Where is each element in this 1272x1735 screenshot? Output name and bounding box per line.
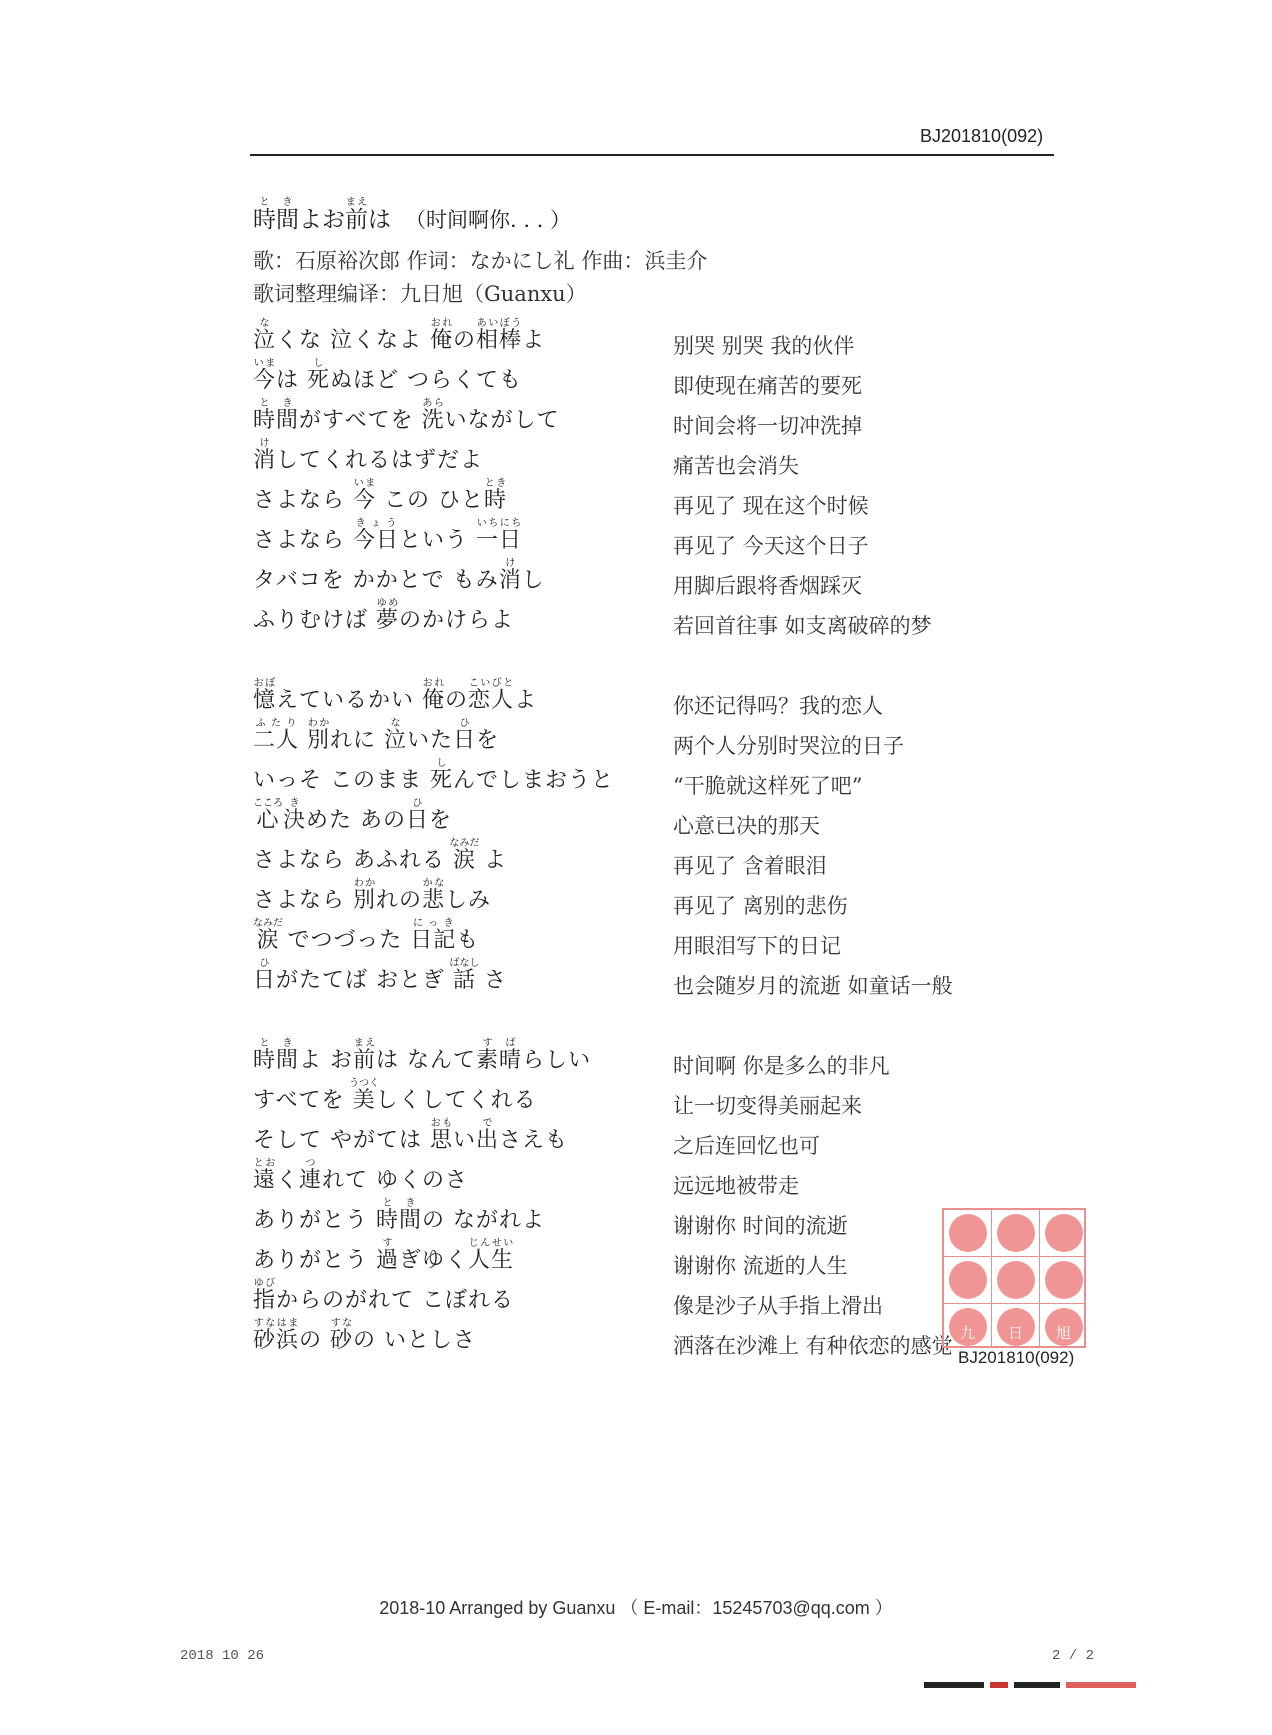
ruby-base: 一日 <box>476 528 523 553</box>
lyric-line-jp <box>253 558 545 594</box>
lyric-text: を <box>476 728 500 753</box>
lyric-text: よ <box>522 328 546 353</box>
seal-dot <box>949 1214 987 1252</box>
furigana: まえ <box>353 1038 377 1049</box>
lyric-text: よ <box>476 848 508 873</box>
seal-character: 日 <box>1008 1324 1024 1342</box>
document-code-top: BJ201810(092) <box>920 126 1044 146</box>
lyric-line-jp <box>253 1278 514 1314</box>
song-credits <box>253 245 707 311</box>
lyric-text: さよなら <box>253 528 353 553</box>
furigana: わか <box>307 718 331 729</box>
lyric-text: れて ゆくのさ <box>322 1168 469 1193</box>
furigana: とき <box>484 478 508 489</box>
furigana: つ <box>299 1158 323 1169</box>
ruby-base: 相棒 <box>476 328 523 353</box>
lyric-text: という <box>399 528 477 553</box>
ruby-word <box>253 1038 300 1073</box>
ruby-word <box>476 518 523 553</box>
lyric-text: でつづった <box>279 928 411 953</box>
lyric-line-jp <box>253 1078 537 1114</box>
ruby-base: 人生 <box>468 1248 515 1273</box>
lyric-text: のかけらよ <box>399 608 515 633</box>
lyric-line-jp <box>253 678 537 714</box>
lyric-line-zh: 让一切变得美丽起来 <box>673 1094 862 1118</box>
furigana: す <box>376 1238 399 1249</box>
seal-character: 九 <box>960 1324 976 1342</box>
furigana: いま <box>353 478 377 489</box>
furigana: こころ <box>253 798 283 809</box>
lyric-line-zh: 之后连回忆也可 <box>673 1134 820 1158</box>
ruby-base: 思 <box>430 1128 454 1153</box>
lyric-line-jp <box>253 798 452 834</box>
lyric-line-jp <box>253 958 507 994</box>
lyric-line-zh: 洒落在沙滩上 有种依恋的感觉 <box>673 1334 953 1358</box>
ruby-word <box>345 197 368 233</box>
lyric-line-jp <box>253 398 560 434</box>
ruby-base: 話 <box>449 968 480 993</box>
ruby-word <box>349 1078 380 1113</box>
lyric-line-zh: 痛苦也会消失 <box>673 454 799 478</box>
ruby-base: 涙 <box>253 928 283 953</box>
lyric-line-jp <box>253 1198 545 1234</box>
ruby-base: 美 <box>349 1088 380 1113</box>
ruby-word <box>253 678 277 713</box>
arranger-line: 歌词整理编译：九日旭（Guanxu） <box>253 282 587 306</box>
ruby-base: 洗 <box>421 408 445 433</box>
lyric-line-jp <box>253 758 614 794</box>
ruby-word <box>253 358 277 393</box>
ruby-base: 前 <box>353 1048 377 1073</box>
ruby-word <box>253 398 300 433</box>
ruby-base: 死 <box>430 768 454 793</box>
furigana: じんせい <box>468 1238 515 1249</box>
ruby-base: 涙 <box>449 848 480 873</box>
ruby-base: 日 <box>453 728 477 753</box>
ruby-base: 死 <box>307 368 331 393</box>
furigana: おぼ <box>253 678 277 689</box>
seal-dot <box>997 1261 1035 1299</box>
lyric-text: ありがとう <box>253 1208 376 1233</box>
ruby-base: 日 <box>406 808 430 833</box>
lyric-line-zh: 时间啊 你是多么的非凡 <box>673 1054 890 1078</box>
lyric-text: いた <box>407 728 454 753</box>
furigana: なみだ <box>449 838 480 849</box>
lyric-line-zh: 用眼泪写下的日记 <box>673 934 841 958</box>
ruby-base: 今 <box>253 368 277 393</box>
footer-arranged: 2018-10 Arranged by Guanxu （ E-mail：15245703@qq.com ） <box>379 1598 893 1618</box>
furigana: ひ <box>253 958 276 969</box>
lyric-text: しみ <box>445 888 492 913</box>
furigana: いちにち <box>476 518 523 529</box>
lyric-text: よ <box>299 1048 331 1073</box>
lyric-line-jp <box>253 318 545 354</box>
furigana: あら <box>421 398 445 409</box>
ruby-word <box>468 678 515 713</box>
ruby-word <box>476 1118 500 1153</box>
lyric-text: は <box>276 368 308 393</box>
ruby-base: 指 <box>253 1288 277 1313</box>
ruby-word <box>449 958 480 993</box>
ruby-base: 俺 <box>430 328 454 353</box>
furigana: な <box>384 718 408 729</box>
lyric-line-jp <box>253 918 479 954</box>
cutoff-watermark <box>920 1676 1200 1688</box>
furigana: あいぼう <box>476 318 523 329</box>
lyric-text: ぎゆく <box>399 1248 469 1273</box>
ruby-word <box>307 718 331 753</box>
lyric-text: ふりむけば <box>253 608 376 633</box>
ruby-word <box>376 1198 423 1233</box>
ruby-base: 出 <box>476 1128 500 1153</box>
ruby-base: 連 <box>299 1168 323 1193</box>
ruby-base: 憶 <box>253 688 277 713</box>
ruby-base: 二人 <box>253 728 300 753</box>
furigana: ゆめ <box>376 598 400 609</box>
ruby-word <box>299 1158 323 1193</box>
lyric-text: からのがれて こぼれる <box>276 1288 515 1313</box>
furigana: いま <box>253 358 277 369</box>
ruby-word <box>253 438 277 473</box>
ruby-base: 遠 <box>253 1168 277 1193</box>
lyric-text: し <box>521 568 545 593</box>
ruby-base: 前 <box>345 207 368 233</box>
furigana: とき <box>253 197 299 208</box>
lyric-line-jp <box>253 478 507 514</box>
ruby-word <box>421 398 445 433</box>
furigana: こいびと <box>468 678 515 689</box>
lyric-line-zh: 再见了 含着眼泪 <box>673 854 827 878</box>
furigana: うつく <box>349 1078 380 1089</box>
lyric-line-jp <box>253 718 499 754</box>
furigana: すば <box>476 1038 523 1049</box>
ruby-word <box>307 358 331 393</box>
ruby-base: 時間 <box>253 1048 300 1073</box>
ruby-word <box>253 718 300 753</box>
lyric-text: い <box>453 1128 477 1153</box>
ruby-word <box>453 718 477 753</box>
ruby-base: 泣 <box>253 328 277 353</box>
ruby-word <box>376 598 400 633</box>
title-translation: （时间啊你. . . ） <box>405 208 572 232</box>
lyric-line-zh: 像是沙子从手指上滑出 <box>673 1294 883 1318</box>
ruby-base: 素晴 <box>476 1048 523 1073</box>
ruby-word <box>430 1118 454 1153</box>
lyric-text: さえも <box>499 1128 569 1153</box>
lyric-text: お <box>330 1048 354 1073</box>
lyric-line-zh: 也会随岁月的流逝 如童话一般 <box>673 974 953 998</box>
furigana: ゆび <box>253 1278 277 1289</box>
furigana: な <box>253 318 276 329</box>
lyric-line-zh: 再见了 今天这个日子 <box>673 534 869 558</box>
footer-page: 2 / 2 <box>1052 1648 1095 1664</box>
lyric-text: さよなら あふれる <box>253 848 453 873</box>
lyric-text: いっそ このまま <box>253 768 430 793</box>
lyric-text: は なんて <box>376 1048 477 1073</box>
furigana: で <box>476 1118 500 1129</box>
lyric-line-jp <box>253 438 483 474</box>
ruby-word <box>253 1278 277 1313</box>
furigana: とき <box>376 1198 423 1209</box>
lyric-line-jp <box>253 358 522 394</box>
ruby-word <box>353 878 377 913</box>
ruby-word <box>253 318 277 353</box>
header-rule <box>250 154 1054 156</box>
song-title <box>253 197 571 234</box>
ruby-word <box>353 478 377 513</box>
ruby-base: 別 <box>353 888 377 913</box>
lyric-text: くな 泣くなよ <box>276 328 431 353</box>
lyric-text: の ながれよ <box>422 1208 546 1233</box>
lyric-line-jp <box>253 1158 468 1194</box>
ruby-base: 時間 <box>253 408 300 433</box>
furigana: し <box>307 358 331 369</box>
ruby-word <box>253 798 283 833</box>
ruby-base: 決 <box>282 808 306 833</box>
ruby-word <box>498 558 522 593</box>
ruby-word <box>330 1318 354 1353</box>
furigana: わか <box>353 878 377 889</box>
ruby-base: 時間 <box>376 1208 423 1233</box>
furigana: おれ <box>430 318 454 329</box>
lyric-line-zh: 谢谢你 时间的流逝 <box>673 1214 848 1238</box>
furigana: すなはま <box>253 1318 300 1329</box>
lyric-line-zh: 两个人分别时哭泣的日子 <box>673 734 904 758</box>
lyric-text: さよなら <box>253 888 353 913</box>
lyric-text: しくしてくれる <box>375 1088 537 1113</box>
ruby-word <box>449 838 480 873</box>
furigana: とお <box>253 1158 277 1169</box>
lyric-text: えているかい <box>276 688 423 713</box>
furigana: ひ <box>453 718 477 729</box>
furigana: き <box>282 798 306 809</box>
ruby-word <box>353 518 400 553</box>
lyric-line-zh: 再见了 现在这个时候 <box>673 494 869 518</box>
seal-dot <box>949 1261 987 1299</box>
seal-stamp <box>942 1208 1086 1348</box>
ruby-word <box>476 1038 523 1073</box>
lyric-text: すべてを <box>253 1088 353 1113</box>
lyric-text: は <box>368 207 391 233</box>
ruby-word <box>422 878 446 913</box>
lyric-line-jp <box>253 1118 568 1154</box>
ruby-word <box>476 318 523 353</box>
ruby-base: 泣 <box>384 728 408 753</box>
ruby-word <box>384 718 408 753</box>
lyric-line-zh: 谢谢你 流逝的人生 <box>673 1254 848 1278</box>
furigana: とき <box>253 398 300 409</box>
lyric-line-jp <box>253 878 491 914</box>
ruby-base: 悲 <box>422 888 446 913</box>
ruby-word <box>484 478 508 513</box>
ruby-word <box>468 1238 515 1273</box>
furigana: おも <box>430 1118 454 1129</box>
lyric-line-jp <box>253 1038 591 1074</box>
lyric-text: さよなら <box>253 488 353 513</box>
ruby-word <box>253 958 277 993</box>
ruby-base: 時間 <box>253 207 299 233</box>
ruby-word <box>253 1318 300 1353</box>
furigana: かな <box>422 878 446 889</box>
lyric-line-jp <box>253 1318 476 1354</box>
footer-date: 2018 10 26 <box>180 1648 265 1664</box>
ruby-base: 夢 <box>376 608 400 633</box>
stamp-code: BJ201810(092) <box>958 1348 1075 1367</box>
ruby-base: 消 <box>253 448 277 473</box>
ruby-base: 今日 <box>353 528 400 553</box>
ruby-base: 砂 <box>330 1328 354 1353</box>
credits-line: 歌：石原裕次郎 作词：なかにし礼 作曲：浜圭介 <box>253 249 708 273</box>
lyric-text: がたてば おとぎ <box>276 968 454 993</box>
lyric-line-zh: 即使现在痛苦的要死 <box>673 374 862 398</box>
lyric-text: んでしまおうと <box>453 768 615 793</box>
lyric-text: の <box>299 1328 331 1353</box>
ruby-word <box>282 798 306 833</box>
seal-dot <box>997 1214 1035 1252</box>
lyric-line-jp <box>253 598 514 634</box>
ruby-base: 過 <box>376 1248 400 1273</box>
lyric-line-zh: 再见了 离别的悲伤 <box>673 894 848 918</box>
ruby-word <box>353 1038 377 1073</box>
seal-dot <box>1045 1261 1083 1299</box>
lyric-line-jp <box>253 518 522 554</box>
lyric-text: を <box>429 808 453 833</box>
lyric-text: の <box>453 328 477 353</box>
ruby-base: 別 <box>307 728 331 753</box>
lyric-text: れに <box>330 728 385 753</box>
seal-dot <box>1045 1214 1083 1252</box>
ruby-base: 心 <box>253 808 283 833</box>
lyric-text <box>299 728 307 753</box>
lyric-text: も <box>456 928 480 953</box>
ruby-word <box>430 758 454 793</box>
ruby-base: 消 <box>498 568 522 593</box>
furigana: きょう <box>353 518 399 529</box>
furigana: すな <box>330 1318 354 1329</box>
furigana: とき <box>253 1038 300 1049</box>
ruby-word <box>253 1158 277 1193</box>
furigana: ひ <box>406 798 429 809</box>
lyric-text: がすべてを <box>299 408 422 433</box>
lyric-line-zh: 时间会将一切冲洗掉 <box>673 414 862 438</box>
ruby-word <box>376 1238 400 1273</box>
lyric-text: ありがとう <box>253 1248 376 1273</box>
ruby-word <box>406 798 430 833</box>
lyric-line-zh: 用脚后跟将香烟踩灭 <box>673 574 862 598</box>
lyric-text: さ <box>476 968 508 993</box>
furigana: にっき <box>410 918 457 929</box>
ruby-base: 時 <box>484 488 508 513</box>
lyric-text: この ひと <box>376 488 485 513</box>
lyric-line-zh: 你还记得吗？我的恋人 <box>673 694 883 718</box>
lyric-line-zh: “干脆就这样死了吧” <box>673 774 863 798</box>
ruby-base: 今 <box>353 488 377 513</box>
ruby-word <box>253 918 283 953</box>
lyric-line-zh: 别哭 别哭 我的伙伴 <box>673 334 855 358</box>
ruby-base: 恋人 <box>468 688 515 713</box>
ruby-word <box>410 918 457 953</box>
lyric-text: らしい <box>522 1048 592 1073</box>
lyric-text: ぬほど つらくても <box>330 368 523 393</box>
lyric-text: タバコを かかとで もみ <box>253 568 499 593</box>
lyric-text: の <box>445 688 469 713</box>
lyric-line-jp <box>253 1238 514 1274</box>
lyric-text: めた あの <box>306 808 406 833</box>
lyric-text: そして やがては <box>253 1128 430 1153</box>
furigana: まえ <box>345 197 368 208</box>
lyric-text: よ <box>514 688 538 713</box>
lyric-line-zh: 若回首往事 如支离破碎的梦 <box>673 614 932 638</box>
ruby-word <box>430 318 454 353</box>
lyric-text: してくれるはずだよ <box>276 448 484 473</box>
furigana: ばなし <box>449 958 480 969</box>
lyric-text: いながして <box>444 408 560 433</box>
seal-character: 旭 <box>1056 1324 1072 1342</box>
lyric-text: の いとしさ <box>353 1328 477 1353</box>
furigana: し <box>430 758 453 769</box>
lyric-text: よお <box>299 207 345 233</box>
ruby-base: 日 <box>253 968 277 993</box>
ruby-base: 砂浜 <box>253 1328 300 1353</box>
lyric-line-zh: 心意已决的那天 <box>673 814 820 838</box>
furigana: なみだ <box>253 918 283 929</box>
lyric-text: れの <box>376 888 423 913</box>
furigana: け <box>498 558 522 569</box>
ruby-word <box>253 197 299 233</box>
lyric-line-jp <box>253 838 507 874</box>
ruby-word <box>422 678 446 713</box>
furigana: おれ <box>422 678 446 689</box>
lyric-line-zh: 远远地被带走 <box>673 1174 799 1198</box>
ruby-base: 俺 <box>422 688 446 713</box>
lyric-text: く <box>276 1168 300 1193</box>
ruby-base: 日記 <box>410 928 457 953</box>
furigana: ふたり <box>253 718 299 729</box>
furigana: け <box>253 438 276 449</box>
